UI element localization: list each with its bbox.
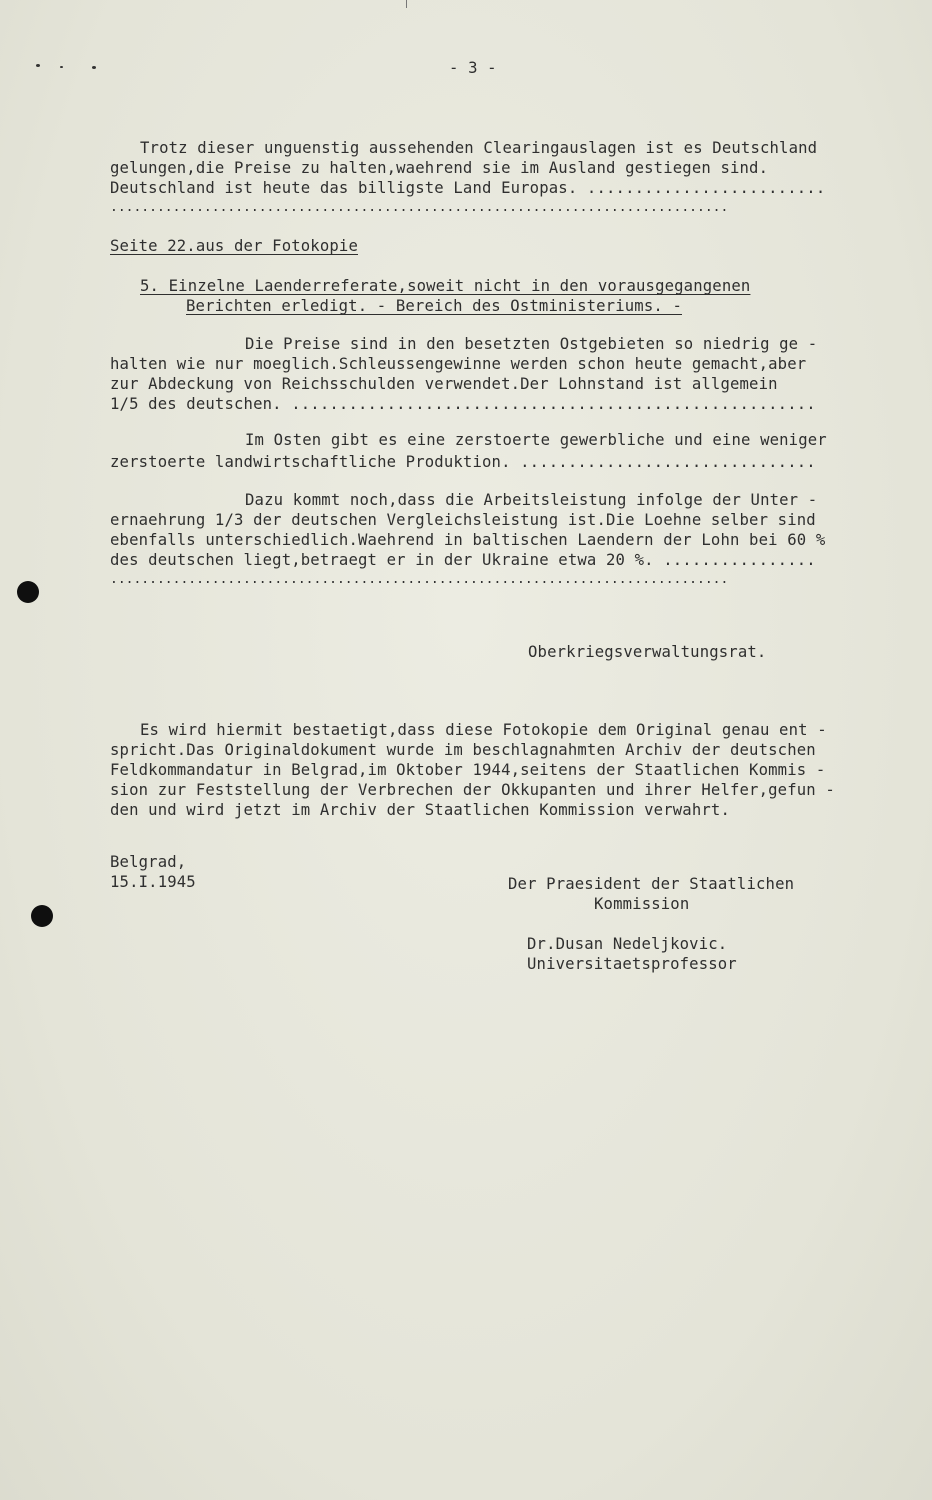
paragraph-line: Die Preise sind in den besetzten Ostgebieten so niedrig ge - bbox=[245, 335, 818, 353]
paragraph-line: halten wie nur moeglich.Schleussengewinne werden schon heute gemacht,aber bbox=[110, 355, 807, 373]
paragraph-line: des deutschen liegt,betraegt er in der Ukraine etwa 20 %. ................ bbox=[110, 551, 816, 569]
dotted-leader-line: ............................................................................... bbox=[110, 200, 729, 215]
signatory-title: Kommission bbox=[594, 895, 690, 913]
dotted-leader-line: ............................................................................... bbox=[110, 572, 729, 587]
paragraph-line: zerstoerte landwirtschaftliche Produktion. ............................... bbox=[110, 453, 816, 471]
certification-line: den und wird jetzt im Archiv der Staatlichen Kommission verwahrt. bbox=[110, 801, 730, 819]
certification-line: Feldkommandatur in Belgrad,im Oktober 1944,seitens der Staatlichen Kommis - bbox=[110, 761, 826, 779]
paragraph-line: gelungen,die Preise zu halten,waehrend sie im Ausland gestiegen sind. bbox=[110, 159, 769, 177]
section-heading: Berichten erledigt. - Bereich des Ostministeriums. - bbox=[186, 297, 682, 315]
date: 15.I.1945 bbox=[110, 873, 196, 891]
place: Belgrad, bbox=[110, 853, 187, 871]
paragraph-line: Dazu kommt noch,dass die Arbeitsleistung infolge der Unter - bbox=[245, 491, 818, 509]
signatory-name: Dr.Dusan Nedeljkovic. bbox=[527, 935, 728, 953]
paragraph-line: zur Abdeckung von Reichsschulden verwendet.Der Lohnstand ist allgemein bbox=[110, 375, 778, 393]
section-heading: 5. Einzelne Laenderreferate,soweit nicht in den vorausgegangenen bbox=[140, 277, 751, 295]
margin-speck bbox=[92, 66, 96, 69]
margin-speck bbox=[36, 64, 40, 67]
signatory-position: Universitaetsprofessor bbox=[527, 955, 737, 973]
source-heading: Seite 22.aus der Fotokopie bbox=[110, 237, 358, 255]
page-number: - 3 - bbox=[449, 59, 497, 77]
punch-hole bbox=[31, 905, 53, 927]
certification-line: Es wird hiermit bestaetigt,dass diese Fotokopie dem Original genau ent - bbox=[140, 721, 827, 739]
paragraph-line: Trotz dieser unguenstig aussehenden Clearingauslagen ist es Deutschland bbox=[140, 139, 818, 157]
paragraph-line: Im Osten gibt es eine zerstoerte gewerbliche und eine weniger bbox=[245, 431, 827, 449]
paragraph-line: ernaehrung 1/3 der deutschen Vergleichsleistung ist.Die Loehne selber sind bbox=[110, 511, 816, 529]
margin-speck bbox=[60, 66, 63, 68]
signatory-title: Der Praesident der Staatlichen bbox=[508, 875, 795, 893]
punch-hole bbox=[17, 581, 39, 603]
author-title: Oberkriegsverwaltungsrat. bbox=[528, 643, 767, 661]
paper-edge-mark bbox=[406, 0, 407, 8]
paragraph-line: Deutschland ist heute das billigste Land Europas. ......................... bbox=[110, 179, 826, 197]
certification-line: spricht.Das Originaldokument wurde im beschlagnahmten Archiv der deutschen bbox=[110, 741, 816, 759]
paragraph-line: 1/5 des deutschen. ....................................................... bbox=[110, 395, 816, 413]
certification-line: sion zur Feststellung der Verbrechen der Okkupanten und ihrer Helfer,gefun - bbox=[110, 781, 835, 799]
paragraph-line: ebenfalls unterschiedlich.Waehrend in baltischen Laendern der Lohn bei 60 % bbox=[110, 531, 826, 549]
